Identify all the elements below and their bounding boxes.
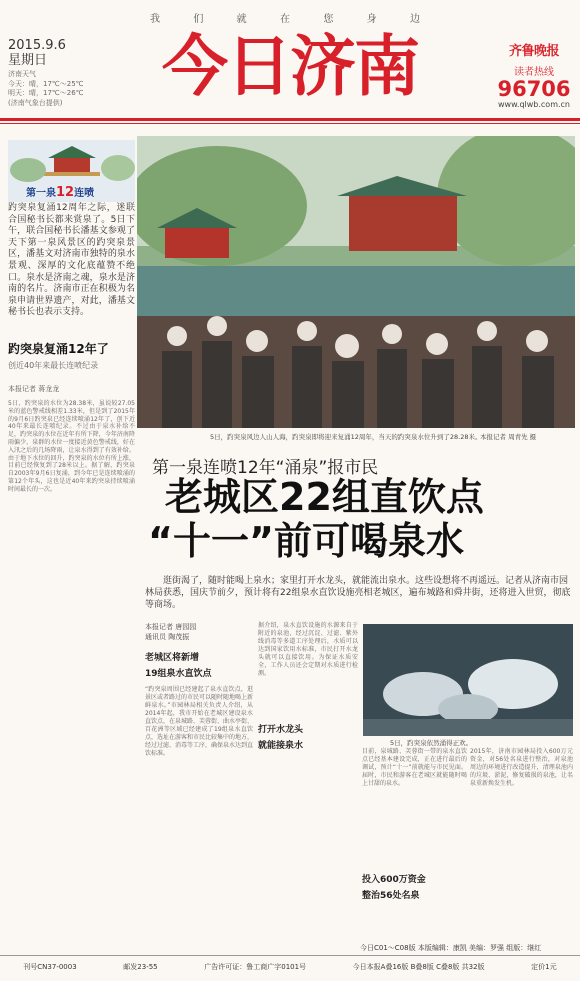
weather-tomorrow: 明天：晴，17℃～26℃ — [8, 89, 84, 97]
footer-price: 定价1元 — [531, 963, 557, 971]
header-slogan: 我 们 就 在 您 身 边 — [150, 14, 420, 25]
footer-divider — [0, 955, 580, 956]
footer-bar — [0, 962, 580, 972]
issue-date — [8, 38, 66, 68]
sidebar-subhead: 创近40年来最长连喷纪录 — [8, 361, 99, 370]
subhead-2: 19组泉水直饮点 — [145, 669, 212, 679]
subhead-3: 打开水龙头 — [258, 725, 304, 735]
subhead-1: 老城区将新增 — [145, 653, 200, 663]
weather-today: 今天：晴，17℃～25℃ — [8, 79, 84, 88]
footer-license: 广告许可证：鲁工商广字0101号 — [204, 963, 307, 971]
sidebar-banner-title: 第一泉12连喷 — [26, 185, 95, 200]
subhead-6: 整治56处名泉 — [362, 891, 420, 901]
main-photo-illustration — [137, 136, 575, 428]
header-divider-thin — [0, 123, 580, 124]
brand-logo: 齐鲁晚报 — [508, 44, 559, 59]
hotline-label: 读者热线 — [514, 67, 554, 78]
footer-issn: 刊号CN37-0003 — [23, 963, 77, 971]
article-column-a: “趵突泉周围已经建起了泉水直饮点，逛景区或者路过的市民可以随时随地喝上新鲜泉水。”市园林局相关负责人介绍，从2014年起，我市开始在老城区建设泉水直饮点，在泉城路、芙蓉街、曲水亭街、百花洲等区域已经建成了19组泉水直饮点，选址在游客和市民比较集中的地方，经过过滤、消毒等工序，确保泉水达到直饮标准。 — [145, 686, 254, 757]
main-photo-credit: 本报记者 周青先 摄 — [480, 433, 537, 441]
website-link[interactable]: www.qlwb.com.cn — [498, 100, 570, 109]
page-index: 今日C01～C08版 本版编辑：康凯 美编：罗强 组版：继红 — [360, 944, 542, 952]
article-column-b: 据介绍，泉水直饮设施的水源来自于附近的泉池，经过沉淀、过滤、紫外线消毒等多道工序处理后，水质可以达到国家饮用水标准，市民打开水龙头就可以直接饮用。为保证水质安全，工作人员还会定期对水质进行检测。 — [258, 622, 358, 677]
hotline-number: 96706 — [497, 77, 571, 101]
article-lead: 逛街渴了，随时能喝上泉水；家里打开水龙头，就能流出泉水。这些设想将不再遥远。记者从济南市园林局获悉，国庆节前夕，预计将有22组泉水直饮设施亮相老城区，遍布城路和舜井街，还将进入世贸，彻底等商场。 — [145, 576, 571, 610]
weather-box — [8, 70, 84, 108]
fountain-photo — [363, 624, 573, 736]
article-kicker: 第一泉连喷12年“涌泉”报市民 — [152, 458, 379, 478]
sidebar-body: 5日，趵突泉的水位为28.38米，虽说较27.05米的蓝色警戒线相差1.33米，但是到了2015年的9月6日趵突泉已经连续喷涌12年了，创下近40年来最长连喷纪录。不过由于泉水补给不足，趵突泉的水位在近年有所下降，今年济南降雨偏少，泉群的水位一度接近黄色警戒线，好在入汛之后的几场降雨，让泉水得到了有效补给。由于地下水位的回升，趵突泉的水位有所上涨，目前已经恢复到了28米以上。据了解，趵突泉自2003年9月6日复涌，到今年已是连续喷涌的第12个年头，这也是近40年来趵突泉持续喷涌时间最长的一次。 — [8, 400, 135, 493]
main-photo-caption: 5日，趵突泉风边人山人海，趵突泉即将迎来复涌12周年，当天的趵突泉水位升到了28.28米。 — [210, 433, 482, 441]
subhead-4: 就能接泉水 — [258, 741, 304, 751]
article-column-c: 目前，泉城路、芙蓉街一带的泉水直饮点已经基本建设完成，正在进行最后的调试，预计“十一”前就能与市民见面。届时，市民和游客在老城区就能随时喝上甘甜的泉水。 — [362, 748, 467, 787]
fountain-photo-caption: 5日，趵突泉依然涌得正欢。 — [390, 739, 473, 747]
masthead-title: 今日济南 — [162, 27, 418, 105]
sidebar-byline: 本报记者 蒋龙龙 — [8, 385, 60, 393]
main-photo — [137, 136, 575, 428]
fountain-illustration — [363, 624, 573, 736]
article-headline-2: “十一”前可喝泉水 — [148, 519, 464, 563]
masthead — [140, 22, 440, 110]
article-bylines — [145, 622, 196, 642]
article-column-d: 2015年，济南市园林局投入600万元资金，对56处名泉进行整治，对泉池周边的环境进行改造提升，清理泉池内的垃圾、淤泥，修复破损的泉池，让名泉重新焕发生机。 — [470, 748, 573, 787]
date-text: 2015.9.6 — [8, 38, 66, 53]
brand-box — [494, 40, 574, 109]
sidebar-headline: 趵突泉复涌12年了 — [8, 342, 109, 356]
subhead-5: 投入600万资金 — [362, 875, 426, 885]
header-divider — [0, 118, 580, 121]
sidebar-intro: 趵突泉复涌12周年之际，迷联合国秘书长都来赏泉了。5日下午，联合国秘书长潘基文参观了天下第一泉风景区的趵突泉景区，潘基文对济南市独特的泉水景观、深厚的文化底蕴赞不绝口。泉水是济南之魂，泉水是济南的名片。济南市正在积极为名泉申请世界遗产，对此，潘基文秘书长也表示支持。 — [8, 203, 135, 318]
article-headline-1: 老城区22组直饮点 — [165, 475, 484, 519]
footer-postal: 邮发23-55 — [123, 963, 158, 971]
correspondent-byline: 通讯员 陶茂振 — [145, 633, 190, 641]
weather-title: 济南天气 — [8, 70, 36, 78]
footer-pages: 今日本报A叠16版 B叠8版 C叠8版 共32版 — [352, 963, 485, 971]
weekday-text: 星期日 — [8, 53, 48, 68]
reporter-byline: 本报记者 唐园园 — [145, 623, 197, 631]
weather-source: (济南气象台提供) — [8, 98, 63, 107]
